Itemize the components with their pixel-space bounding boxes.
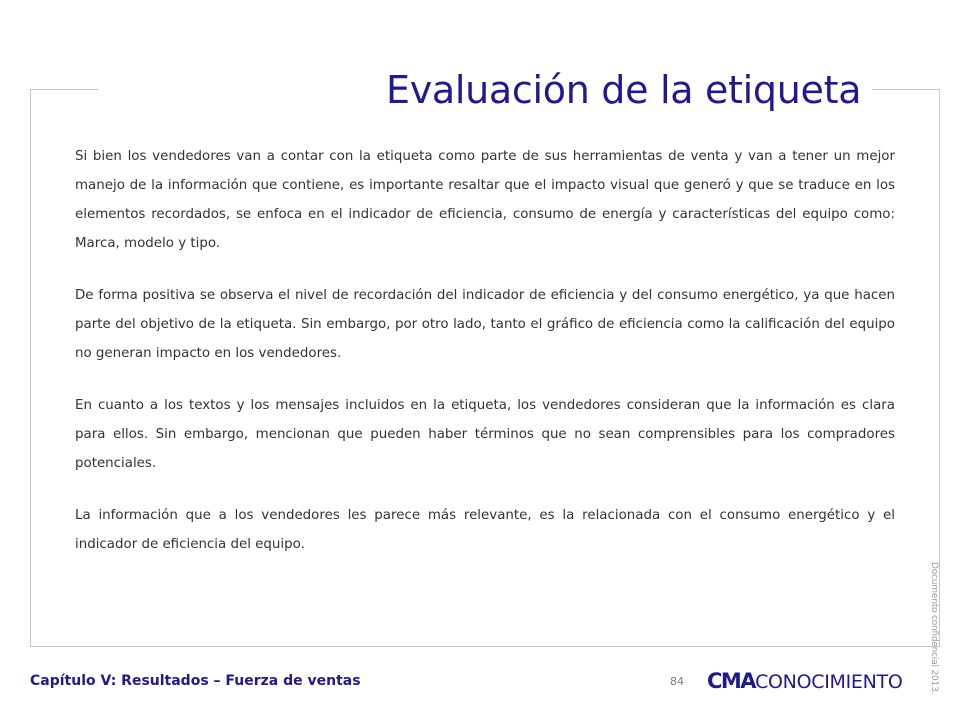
- company-logo: [707, 666, 903, 696]
- slide-body: [75, 142, 895, 582]
- frame-top-right-border: [872, 89, 940, 90]
- confidential-note: [929, 562, 953, 712]
- frame-bottom-border: [30, 646, 940, 647]
- logo-light-text: CONOCIMIENTO: [755, 671, 903, 693]
- frame-left-border: [30, 89, 31, 646]
- confidential-note-text: Documento confidencial 2013.: [929, 562, 939, 695]
- footer-chapter: Capítulo V: Resultados – Fuerza de ventas: [30, 673, 361, 689]
- paragraph-3: En cuanto a los textos y los mensajes incluidos en la etiqueta, los vendedores consideran que la información es clara para ellos. Sin embargo, mencionan que pueden haber términos que no sean comprensibles para los compradores potenciales.: [75, 398, 895, 471]
- paragraph-2: De forma positiva se observa el nivel de recordación del indicador de eficiencia y del consumo energético, ya que hacen parte del objetivo de la etiqueta. Sin embargo, por otro lado, tanto el gráfico de eficiencia como la calificación del equipo no generan impacto en los vendedores.: [75, 288, 895, 361]
- page-number: 84: [670, 675, 684, 688]
- slide-title: Evaluación de la etiqueta: [386, 68, 862, 112]
- paragraph-4: La información que a los vendedores les parece más relevante, es la relacionada con el consumo energético y el indicador de eficiencia del equipo.: [75, 508, 895, 552]
- logo-strong-text: CMA: [707, 669, 756, 693]
- paragraph-1: Si bien los vendedores van a contar con la etiqueta como parte de sus herramientas de venta y van a tener un mejor manejo de la información que contiene, es importante resaltar que el impacto visual que generó y que se traduce en los elementos recordados, se enfoca en el indicador de eficiencia, consumo de energía y características del equipo como: Marca, modelo y tipo.: [75, 149, 895, 251]
- frame-top-left-border: [30, 89, 98, 90]
